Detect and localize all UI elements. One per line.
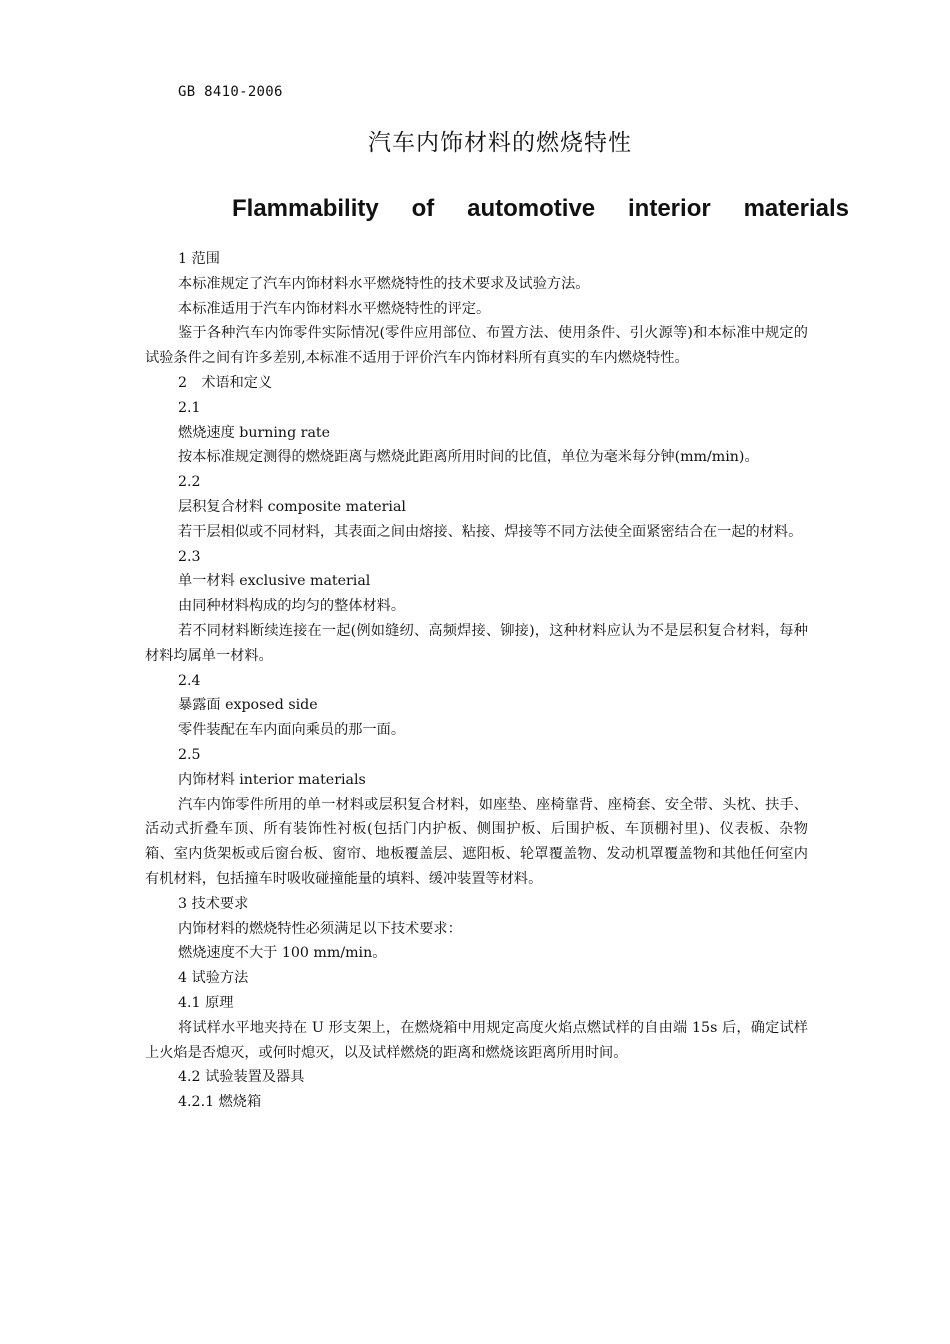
section-heading: 4 试验方法 xyxy=(178,970,249,987)
title-chinese: 汽车内饰材料的燃烧特性 xyxy=(368,130,632,156)
section-heading: 3 技术要求 xyxy=(178,895,249,912)
title-english-word: automotive xyxy=(467,195,596,222)
clause-number: 2.2 xyxy=(178,474,201,491)
definition: 零件装配在车内面向乘员的那一面。 xyxy=(178,722,406,739)
subsection-heading: 4.2.1 燃烧箱 xyxy=(178,1094,262,1111)
subsection-heading: 4.2 试验装置及器具 xyxy=(178,1069,305,1086)
clause-number: 2.3 xyxy=(178,548,201,565)
definition: 汽车内饰零件所用的单一材料或层积复合材料，如座垫、座椅靠背、座椅套、安全带、头枕、扶手、活动式折叠车顶、所有装饰性衬板(包括门内护板、侧围护板、后围护板、车顶棚衬里)、仪表板、杂物箱、室内货架板或后窗台板、窗帘、地板覆盖层、遮阳板、轮罩覆盖物、发动机罩覆盖物和其他任何室内有机材料，包括撞车时吸收碰撞能量的填料、缓冲装置等材料。 xyxy=(145,796,808,887)
paragraph: 内饰材料的燃烧特性必须满足以下技术要求： xyxy=(178,920,462,937)
paragraph: 燃烧速度不大于 100 mm/min。 xyxy=(178,945,387,962)
clause-number: 2.1 xyxy=(178,399,201,416)
clause-number: 2.5 xyxy=(178,746,201,763)
title-english-word: materials xyxy=(743,195,849,222)
definition: 由同种材料构成的均匀的整体材料。 xyxy=(178,598,406,615)
title-english-word: interior xyxy=(628,195,711,222)
paragraph: 本标准适用于汽车内饰材料水平燃烧特性的评定。 xyxy=(178,300,491,317)
paragraph: 将试样水平地夹持在 U 形支架上，在燃烧箱中用规定高度火焰点燃试样的自由端 15s 后，确定试样上火焰是否熄灭，或何时熄灭，以及试样燃烧的距离和燃烧该距离所用时间。 xyxy=(145,1019,808,1061)
definition: 若不同材料断续连接在一起(例如缝纫、高频焊接、铆接)，这种材料应认为不是层积复合材料，每种材料均属单一材料。 xyxy=(145,622,808,664)
paragraph: 鉴于各种汽车内饰零件实际情况(零件应用部位、布置方法、使用条件、引火源等)和本标准中规定的试验条件之间有许多差别,本标准不适用于评价汽车内饰材料所有真实的车内燃烧特性。 xyxy=(145,325,808,367)
term: 内饰材料 interior materials xyxy=(178,771,366,788)
section-heading: 2 术语和定义 xyxy=(178,374,273,391)
title-english xyxy=(232,195,849,223)
title-english-word: of xyxy=(411,195,435,222)
term: 燃烧速度 burning rate xyxy=(178,424,331,441)
clause-number: 2.4 xyxy=(178,672,201,689)
subsection-heading: 4.1 原理 xyxy=(178,994,234,1011)
paragraph: 本标准规定了汽车内饰材料水平燃烧特性的技术要求及试验方法。 xyxy=(178,275,590,292)
term: 暴露面 exposed side xyxy=(178,697,318,714)
title-english-word: Flammability xyxy=(232,195,379,222)
section-heading: 1 范围 xyxy=(178,251,220,267)
definition: 按本标准规定测得的燃烧距离与燃烧此距离所用时间的比值，单位为毫米每分钟(mm/min)。 xyxy=(178,449,759,466)
standard-code: GB 8410-2006 xyxy=(178,84,283,100)
definition: 若干层相似或不同材料，其表面之间由熔接、粘接、焊接等不同方法使全面紧密结合在一起的材料。 xyxy=(178,523,803,540)
document-body xyxy=(145,247,808,1115)
term: 单一材料 exclusive material xyxy=(178,573,371,590)
term: 层积复合材料 composite material xyxy=(178,498,406,515)
